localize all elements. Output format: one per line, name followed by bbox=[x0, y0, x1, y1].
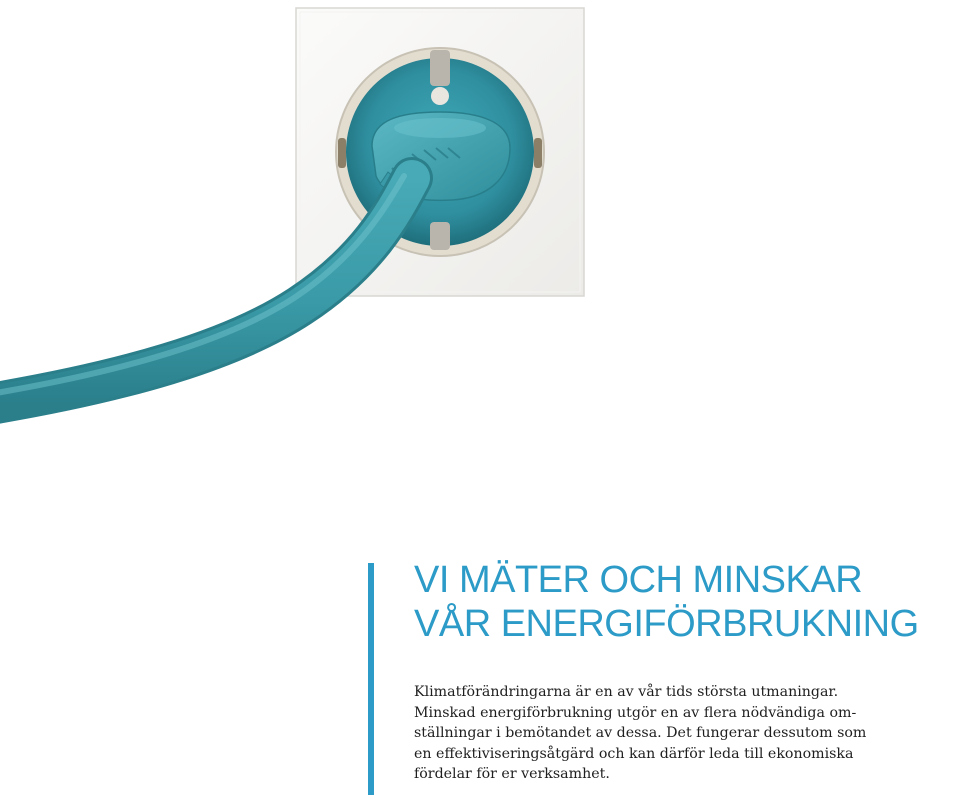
body-line: Minskad energiförbrukning utgör en av flera nödvändiga om- bbox=[414, 704, 857, 721]
body-line: Klimatförändringarna är en av vår tids största utmaningar. bbox=[414, 684, 839, 700]
article-heading bbox=[414, 558, 960, 646]
body-line: fördelar för er verksamhet. bbox=[414, 766, 610, 782]
article-body bbox=[414, 682, 960, 785]
heading-line: VI MÄTER OCH MINSKAR bbox=[414, 559, 863, 601]
body-line: ställningar i bemötandet av dessa. Det fungerar dessutom som bbox=[414, 725, 867, 741]
body-line: en effektiviseringsåtgärd och kan därför leda till ekonomiska bbox=[414, 745, 854, 762]
heading-line: VÅR ENERGIFÖRBRUKNING bbox=[414, 603, 919, 645]
accent-bar bbox=[368, 563, 374, 795]
